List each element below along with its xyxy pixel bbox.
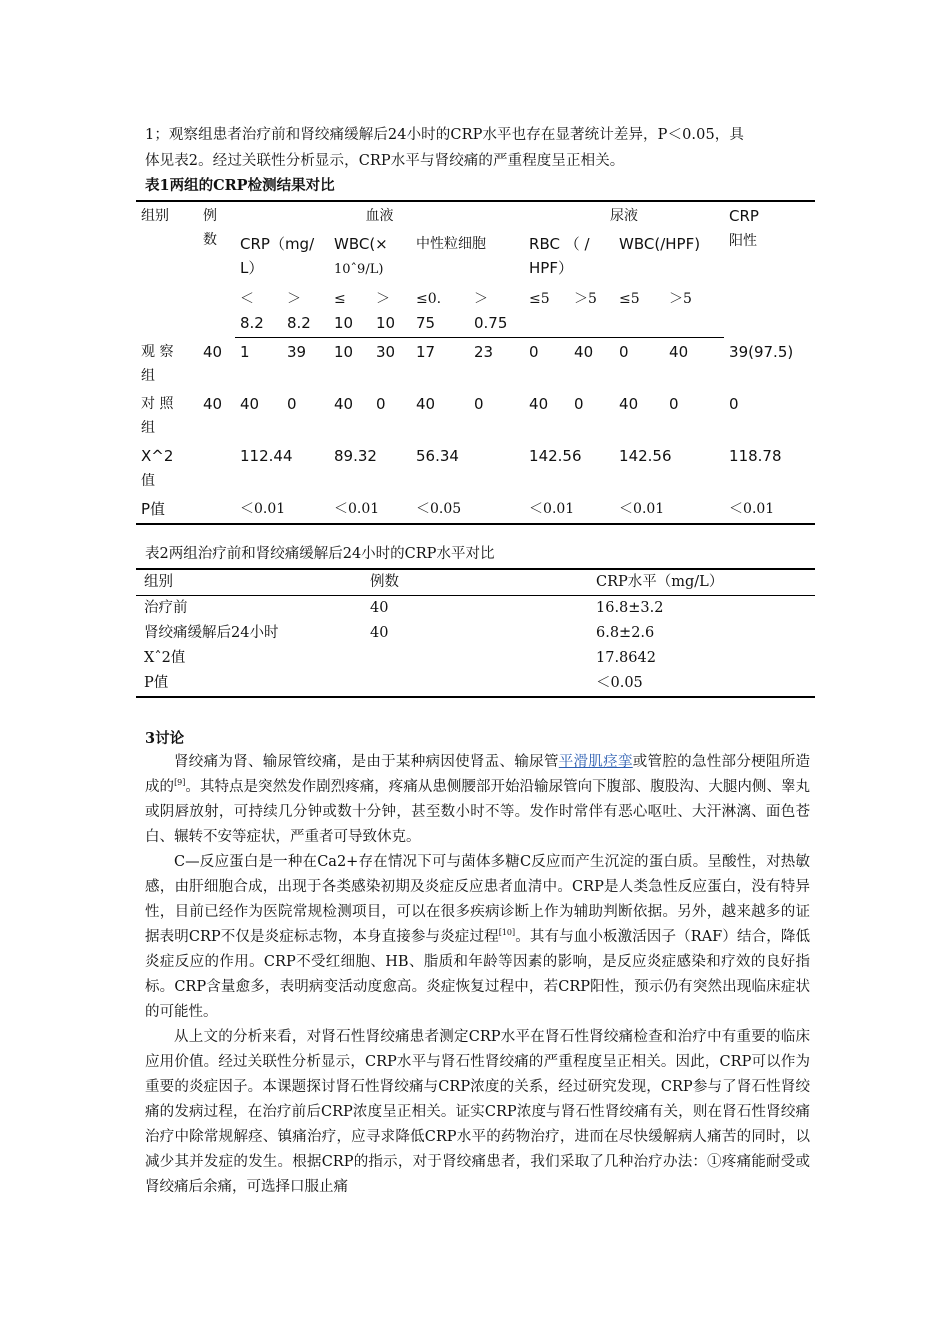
table-row — [136, 338, 815, 390]
row-label: X^2 值 — [141, 446, 174, 489]
cell: ＜0.05 — [411, 495, 524, 524]
cell: 39(97.5) — [729, 342, 794, 361]
header-urine: 尿液 — [524, 201, 724, 230]
cell: 10 — [334, 343, 354, 361]
sub-threshold: ≤5 — [524, 284, 569, 338]
cell: 89.32 — [334, 446, 377, 465]
cell: 0 — [669, 394, 679, 413]
cell: 118.78 — [729, 446, 782, 465]
sub-threshold: ＜ 8.2 — [235, 284, 282, 338]
paragraph: 从上文的分析来看，对肾石性肾绞痛患者测定CRP水平在肾石性肾绞痛检查和治疗中有重要的临床应用价值。经过关联性分析显示，CRP水平与肾石性肾绞痛的严重程度呈正相关。因此，CRP可以作为重要的炎症因子。本课题探讨肾石性肾绞痛与CRP浓度的关系，经过研究发现，CRP参与了肾石性肾绞痛的发病过程，在治疗前后CRP浓度呈正相关。证实CRP浓度与肾石性肾绞痛有关，则在肾石性肾绞痛治疗中除常规解痉、镇痛治疗，应寻求降低CRP水平的药物治疗，进而在尽快缓解病人痛苦的同时，以减少其并发症的发生。根据CRP的指示，对于肾绞痛患者，我们采取了几种治疗办法：①疼痛能耐受或肾绞痛后余痛，可选择口服止痛 — [145, 1029, 810, 1195]
intro-paragraph — [145, 122, 810, 174]
cell: 40 — [619, 394, 639, 413]
citation: [9] — [174, 778, 186, 788]
cell: 142.56 — [619, 446, 672, 465]
cell: 40 — [370, 600, 389, 616]
cell: 56.34 — [416, 446, 459, 465]
sub-threshold: ＞5 — [569, 284, 614, 338]
smooth-muscle-spasm-link[interactable]: 平滑肌痉挛 — [558, 754, 633, 770]
cell: 142.56 — [529, 446, 582, 465]
header-count: 例 数 — [198, 201, 235, 338]
header-crp-positive: CRP 阳性 — [724, 201, 815, 338]
cell: 40 — [240, 394, 260, 413]
table-row — [136, 442, 815, 495]
table-row — [136, 495, 815, 524]
paragraph: C—反应蛋白是一种在Ca2+存在情况下可与菌体多糖C反应而产生沉淀的蛋白质。呈酸性，对热敏感，由肝细胞合成，出现于各类感染初期及炎症反应患者血清中。CRP是人类急性反应蛋白，没有特异性，目前已经作为医院常规检测项目，可以在很多疾病诊断上作为辅助判断依据。另外，越来越多的证据表明CRP不仅是炎症标志物，本身直接参与炎症过程[10]。其有与血小板激活因子（RAF）结合，降低炎症反应的作用。CRP不受红细胞、HB、脂质和年龄等因素的影响，是反应炎症感染和疗效的良好指标。CRP含量愈多，表明病变活动度愈高。炎症恢复过程中，若CRP阳性，预示仍有突然出现临床症状的可能性。 — [145, 854, 810, 1020]
row-label: P值 — [136, 495, 198, 524]
cell: 0 — [529, 343, 539, 361]
cell: ＜0.01 — [724, 495, 815, 524]
header-wbc: WBC(× 10ˆ9/L) — [334, 235, 388, 277]
cell: 39 — [287, 343, 307, 361]
cell: 6.8±2.6 — [596, 625, 655, 641]
cell: 16.8±3.2 — [596, 600, 664, 616]
table2-caption: 表2两组治疗前和肾绞痛缓解后24小时的CRP水平对比 — [145, 546, 495, 562]
discussion-body — [145, 750, 810, 1200]
cell — [198, 442, 235, 495]
cell: 0 — [619, 343, 629, 361]
header-urine-wbc: WBC(/HPF) — [619, 235, 701, 253]
cell: Xˆ2值 — [144, 650, 186, 666]
cell: 40 — [416, 394, 436, 413]
sub-threshold: ≤5 — [614, 284, 664, 338]
table-row — [136, 621, 815, 646]
table-row — [136, 596, 815, 622]
cell — [362, 646, 588, 671]
header-group: 组别 — [136, 201, 198, 338]
cell: 23 — [474, 343, 494, 361]
cell: 1 — [240, 343, 250, 361]
intro-line: 1；观察组患者治疗前和肾绞痛缓解后24小时的CRP水平也存在显著统计差异，P＜0.05，具 — [145, 127, 744, 143]
cell: 40 — [574, 343, 594, 361]
table-header-row — [136, 201, 815, 230]
intro-line: 体见表2。经过关联性分析显示，CRP水平与肾绞痛的严重程度呈正相关。 — [145, 153, 625, 169]
citation: [10] — [498, 928, 516, 938]
cell: 17 — [416, 343, 436, 361]
table1-caption: 表1两组的CRP检测结果对比 — [145, 177, 335, 194]
cell: 40 — [669, 343, 689, 361]
cell: ＜0.01 — [329, 495, 411, 524]
table-row — [136, 390, 815, 442]
sub-threshold: ＞ 8.2 — [282, 284, 329, 338]
sub-threshold: ＞ 0.75 — [469, 284, 524, 338]
cell: 0 — [474, 394, 484, 413]
cell: 17.8642 — [596, 650, 656, 666]
cell: 治疗前 — [144, 600, 188, 616]
cell: 40 — [334, 394, 354, 413]
table-row — [136, 671, 815, 697]
crp-level-table — [136, 568, 815, 698]
cell: 肾绞痛缓解后24小时 — [144, 625, 279, 641]
row-label: 对 照 组 — [141, 395, 174, 436]
cell: ＜0.01 — [524, 495, 614, 524]
sub-threshold: ≤0. 75 — [411, 284, 469, 338]
header-cell: 例数 — [362, 569, 588, 596]
cell: ＜0.05 — [588, 671, 815, 697]
paragraph: 肾绞痛为肾、输尿管绞痛，是由于某种病因使肾盂、输尿管平滑肌痉挛或管腔的急性部分梗阻所造成的[9]。其特点是突然发作剧烈疼痛，疼痛从患侧腰部开始沿输尿管向下腹部、腹股沟、大腿内侧、睾丸或阴唇放射，可持续几分钟或数十分钟，甚至数小时不等。发作时常伴有恶心呕吐、大汗淋漓、面色苍白、辗转不安等症状，严重者可导致休克。 — [145, 754, 811, 845]
table-row — [136, 646, 815, 671]
header-blood: 血液 — [235, 201, 524, 230]
cell — [362, 671, 588, 697]
header-rbc: RBC （ / HPF） — [529, 235, 590, 277]
cell: 0 — [287, 394, 297, 413]
header-crp-unit: CRP（mg/ L） — [240, 235, 315, 277]
header-cell: 组别 — [136, 569, 362, 596]
cell: ＜0.01 — [235, 495, 329, 524]
sub-threshold: ≤ 10 — [329, 284, 371, 338]
row-label: 观 察 组 — [141, 343, 174, 384]
table-header-row — [136, 569, 815, 596]
cell: 40 — [203, 342, 223, 361]
cell: P值 — [136, 671, 362, 697]
cell: 0 — [729, 394, 739, 413]
header-neutrophil: 中性粒细胞 — [416, 236, 486, 252]
cell: 30 — [376, 343, 396, 361]
cell: 0 — [376, 394, 386, 413]
cell: 40 — [529, 394, 549, 413]
cell: 40 — [203, 394, 223, 413]
crp-results-table — [136, 200, 815, 525]
cell: ＜0.01 — [614, 495, 724, 524]
sub-threshold: ＞5 — [664, 284, 724, 338]
cell: 112.44 — [240, 446, 293, 465]
section-heading: 3讨论 — [145, 730, 185, 747]
cell — [198, 495, 235, 524]
sub-threshold: ＞ 10 — [371, 284, 411, 338]
table-header-row — [136, 230, 815, 284]
table-subheader-row — [136, 284, 815, 338]
header-cell: CRP水平（mg/L） — [588, 569, 815, 596]
cell: 40 — [370, 625, 389, 641]
cell: 0 — [574, 394, 584, 413]
